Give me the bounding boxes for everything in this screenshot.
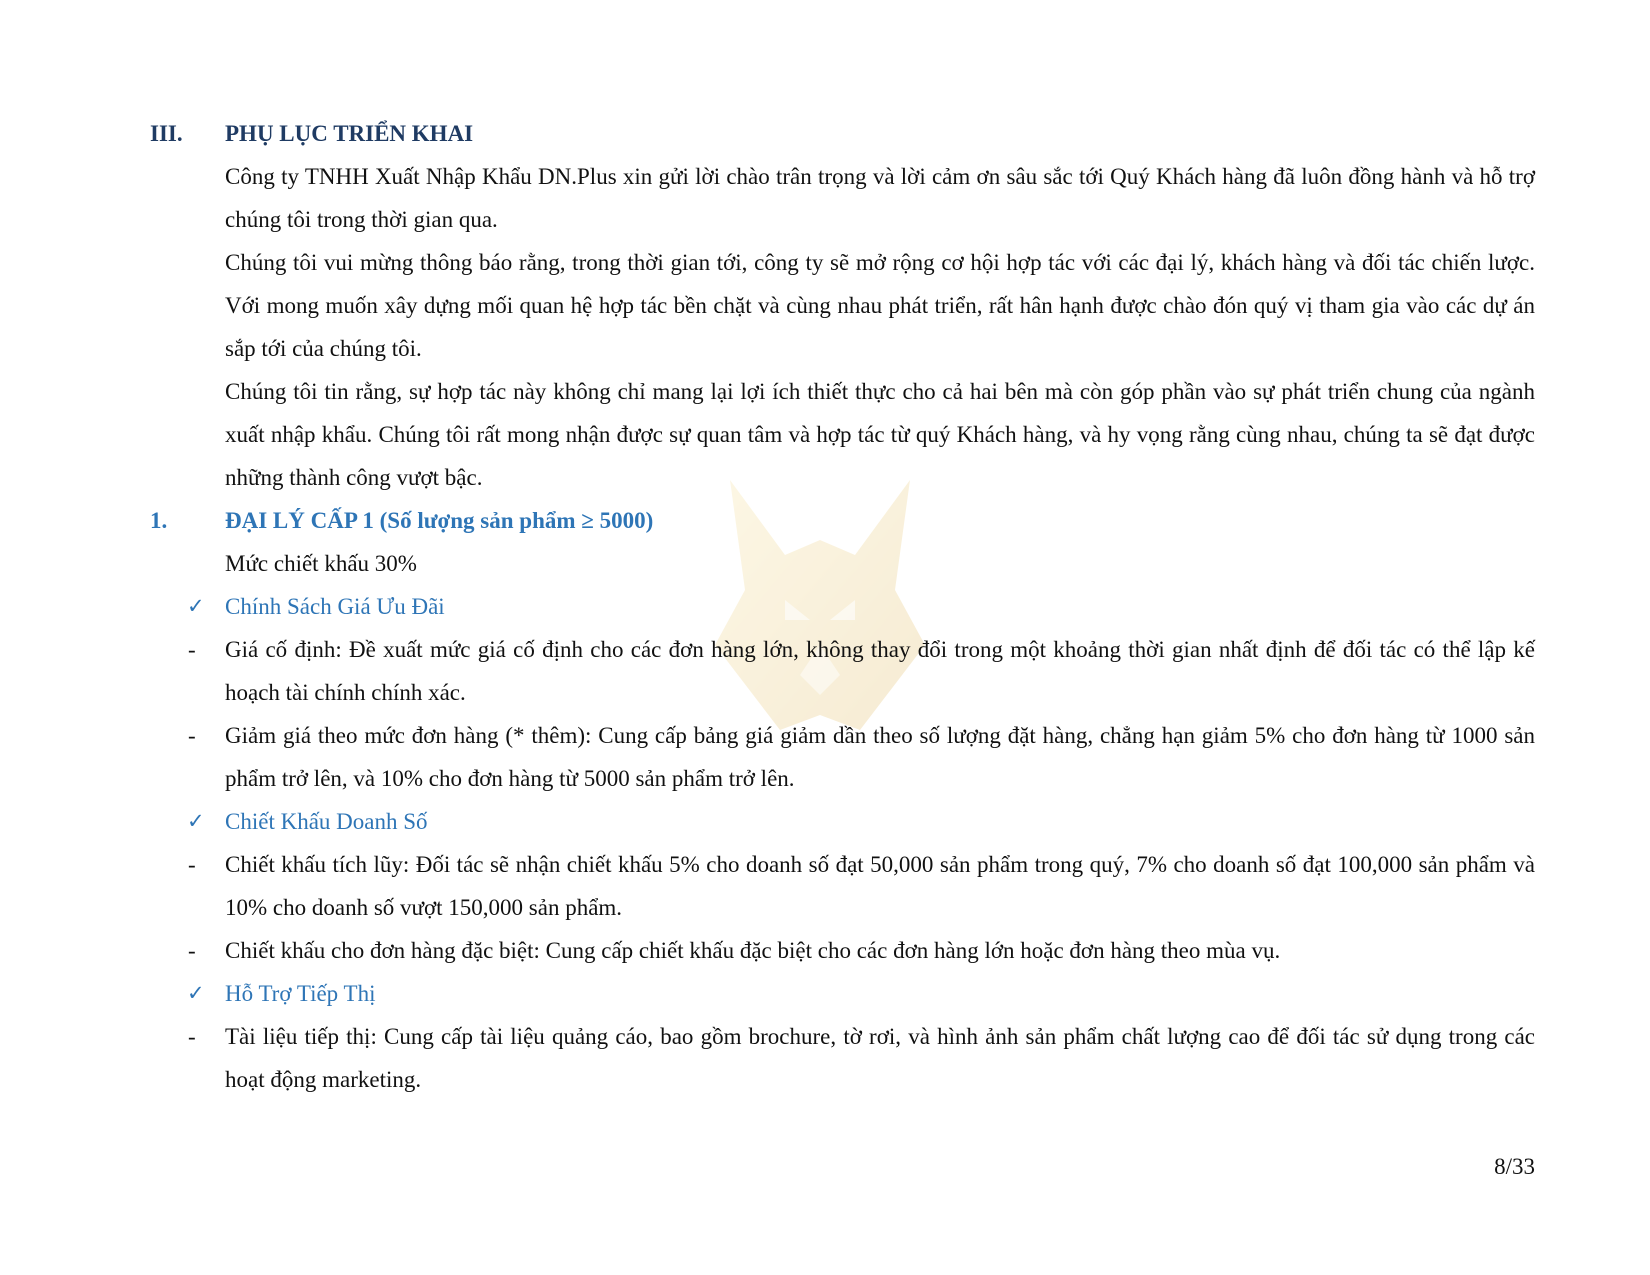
- policy-item: [0, 929, 1650, 972]
- policy-item: [0, 714, 1650, 800]
- intro-paragraph: [0, 155, 1650, 241]
- dash-bullet: -: [188, 1024, 196, 1049]
- section-number: III.: [150, 121, 183, 146]
- section-title: PHỤ LỤC TRIỂN KHAI: [225, 121, 474, 146]
- discount-text: Mức chiết khấu 30%: [225, 551, 417, 576]
- paragraph-text: Chúng tôi tin rằng, sự hợp tác này không chỉ mang lại lợi ích thiết thực cho cả hai bên mà còn góp phần vào sự phát triển chung của ngành xuất nhập khẩu. Chúng tôi rất mong nhận được sự quan tâm và hợp tác từ quý Khách hàng, và hy vọng rằng cùng nhau, chúng ta sẽ đạt được những thành công vượt bậc.: [225, 379, 1535, 490]
- dash-bullet: -: [188, 637, 196, 662]
- policy-item-text: Giảm giá theo mức đơn hàng (* thêm): Cung cấp bảng giá giảm dần theo số lượng đặt hàng, chẳng hạn giảm 5% cho đơn hàng từ 1000 sản phẩm trở lên, và 10% cho đơn hàng từ 5000 sản phẩm trở lên.: [225, 723, 1535, 791]
- dash-bullet: -: [188, 723, 196, 748]
- subsection-heading: [0, 499, 1650, 542]
- policy-group-title: Chính Sách Giá Ưu Đãi: [225, 594, 445, 619]
- checkmark-icon: ✓: [187, 809, 205, 833]
- discount-line: [0, 542, 1650, 585]
- policy-item: [0, 628, 1650, 714]
- checkmark-icon: ✓: [187, 594, 205, 618]
- dash-bullet: -: [188, 938, 196, 963]
- document-content: [0, 112, 1650, 1101]
- subsection-number: 1.: [150, 508, 168, 533]
- policy-group-heading: [0, 972, 1650, 1015]
- intro-paragraph: [0, 370, 1650, 499]
- policy-item-text: Giá cố định: Đề xuất mức giá cố định cho các đơn hàng lớn, không thay đổi trong một khoảng thời gian nhất định để đối tác có thể lập kế hoạch tài chính chính xác.: [225, 637, 1535, 705]
- policy-item: [0, 1015, 1650, 1101]
- section-heading: [0, 112, 1650, 155]
- policy-group-heading: [0, 800, 1650, 843]
- paragraph-text: Chúng tôi vui mừng thông báo rằng, trong thời gian tới, công ty sẽ mở rộng cơ hội hợp tác với các đại lý, khách hàng và đối tác chiến lược. Với mong muốn xây dựng mối quan hệ hợp tác bền chặt và cùng nhau phát triển, rất hân hạnh được chào đón quý vị tham gia vào các dự án sắp tới của chúng tôi.: [225, 250, 1535, 361]
- policy-group-title: Chiết Khấu Doanh Số: [225, 809, 428, 834]
- policy-group-heading: [0, 585, 1650, 628]
- policy-item-text: Tài liệu tiếp thị: Cung cấp tài liệu quảng cáo, bao gồm brochure, tờ rơi, và hình ảnh sản phẩm chất lượng cao để đối tác sử dụng trong các hoạt động marketing.: [225, 1024, 1535, 1092]
- policy-item-text: Chiết khấu tích lũy: Đối tác sẽ nhận chiết khấu 5% cho doanh số đạt 50,000 sản phẩm trong quý, 7% cho doanh số đạt 100,000 sản phẩm và 10% cho doanh số vượt 150,000 sản phẩm.: [225, 852, 1535, 920]
- dash-bullet: -: [188, 852, 196, 877]
- subsection-title: ĐẠI LÝ CẤP 1 (Số lượng sản phẩm ≥ 5000): [225, 508, 654, 533]
- intro-paragraph: [0, 241, 1650, 370]
- page-number: 8/33: [1494, 1154, 1535, 1179]
- policy-item-text: Chiết khấu cho đơn hàng đặc biệt: Cung cấp chiết khấu đặc biệt cho các đơn hàng lớn hoặc đơn hàng theo mùa vụ.: [225, 938, 1281, 963]
- policy-group-title: Hỗ Trợ Tiếp Thị: [225, 981, 376, 1006]
- policy-item: [0, 843, 1650, 929]
- checkmark-icon: ✓: [187, 981, 205, 1005]
- paragraph-text: Công ty TNHH Xuất Nhập Khẩu DN.Plus xin gửi lời chào trân trọng và lời cảm ơn sâu sắc tới Quý Khách hàng đã luôn đồng hành và hỗ trợ chúng tôi trong thời gian qua.: [225, 164, 1535, 232]
